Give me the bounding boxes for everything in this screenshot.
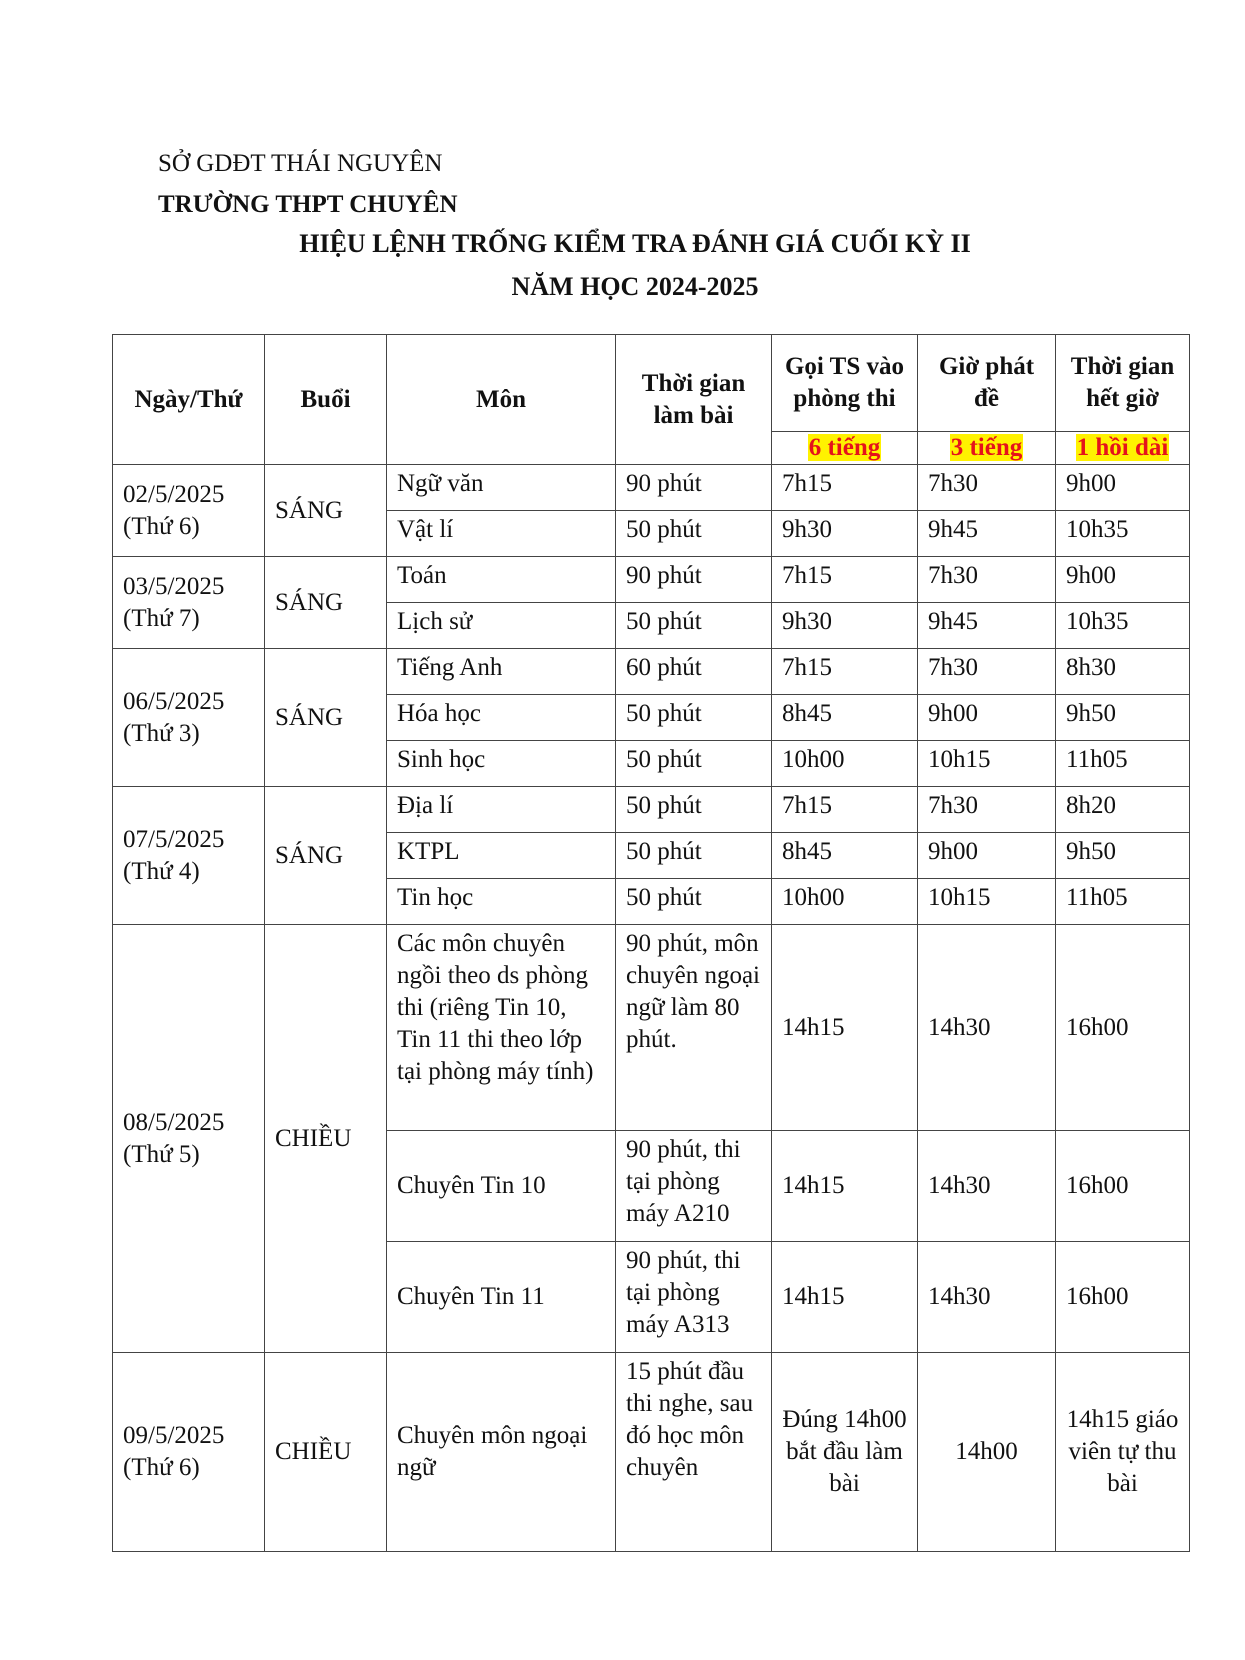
date-cell bbox=[113, 925, 265, 1353]
subject-cell: Chuyên môn ngoại ngữ bbox=[387, 1353, 616, 1552]
hand-out-time-cell: 10h15 bbox=[918, 741, 1056, 787]
end-time-cell: 9h50 bbox=[1056, 695, 1190, 741]
subject-cell: KTPL bbox=[387, 833, 616, 879]
date-cell bbox=[113, 787, 265, 925]
end-time-cell: 11h05 bbox=[1056, 741, 1190, 787]
call-time-cell: 7h15 bbox=[772, 787, 918, 833]
subject-cell: Các môn chuyên ngồi theo ds phòng thi (riêng Tin 10, Tin 11 thi theo lớp tại phòng máy tính) bbox=[387, 925, 616, 1131]
end-time-cell: 14h15 giáo viên tự thu bài bbox=[1056, 1353, 1190, 1552]
department-name: SỞ GDĐT THÁI NGUYÊN bbox=[158, 150, 443, 177]
col-header-duration: Thời gian làm bài bbox=[616, 335, 772, 465]
end-time-cell: 8h30 bbox=[1056, 649, 1190, 695]
drum-signal-end bbox=[1056, 432, 1190, 465]
date-text: 03/5/2025 bbox=[123, 572, 225, 600]
duration-cell: 90 phút, môn chuyên ngoại ngữ làm 80 phút. bbox=[616, 925, 772, 1131]
duration-cell: 50 phút bbox=[616, 741, 772, 787]
col-header-session: Buổi bbox=[265, 335, 387, 465]
duration-cell: 50 phút bbox=[616, 787, 772, 833]
subject-cell: Ngữ văn bbox=[387, 465, 616, 511]
end-time-cell: 16h00 bbox=[1056, 925, 1190, 1131]
hand-out-time-cell: 9h00 bbox=[918, 833, 1056, 879]
hand-out-time-cell: 9h45 bbox=[918, 603, 1056, 649]
hand-out-time-cell: 14h30 bbox=[918, 925, 1056, 1131]
signal-label: 1 hồi dài bbox=[1076, 434, 1169, 461]
call-time-cell: 10h00 bbox=[772, 741, 918, 787]
date-text: 09/5/2025 bbox=[123, 1422, 225, 1449]
school-name: TRƯỜNG THPT CHUYÊN bbox=[158, 191, 458, 218]
date-text: 07/5/2025 bbox=[123, 825, 225, 853]
col-header-hand-out: Giờ phát đề bbox=[918, 335, 1056, 432]
document-title: HIỆU LỆNH TRỐNG KIỂM TRA ĐÁNH GIÁ CUỐI KỲ II bbox=[299, 229, 971, 258]
call-time-cell: 14h15 bbox=[772, 1242, 918, 1353]
session-cell: SÁNG bbox=[265, 649, 387, 787]
call-time-cell: 9h30 bbox=[772, 511, 918, 557]
date-cell bbox=[113, 649, 265, 787]
end-time-cell: 8h20 bbox=[1056, 787, 1190, 833]
exam-schedule-table bbox=[112, 334, 1190, 1552]
subject-cell: Địa lí bbox=[387, 787, 616, 833]
duration-cell: 50 phút bbox=[616, 603, 772, 649]
end-time-cell: 9h00 bbox=[1056, 557, 1190, 603]
end-time-cell: 16h00 bbox=[1056, 1131, 1190, 1242]
call-time-cell: 8h45 bbox=[772, 695, 918, 741]
hand-out-time-cell: 14h30 bbox=[918, 1131, 1056, 1242]
call-time-cell: 9h30 bbox=[772, 603, 918, 649]
hand-out-time-cell: 7h30 bbox=[918, 465, 1056, 511]
session-cell: SÁNG bbox=[265, 557, 387, 649]
drum-signal-call bbox=[772, 432, 918, 465]
duration-cell: 90 phút, thi tại phòng máy A313 bbox=[616, 1242, 772, 1353]
end-time-cell: 9h00 bbox=[1056, 465, 1190, 511]
end-time-cell: 10h35 bbox=[1056, 511, 1190, 557]
session-cell: CHIỀU bbox=[265, 925, 387, 1353]
hand-out-time-cell: 10h15 bbox=[918, 879, 1056, 925]
subject-cell: Hóa học bbox=[387, 695, 616, 741]
duration-cell: 60 phút bbox=[616, 649, 772, 695]
col-header-call: Gọi TS vào phòng thi bbox=[772, 335, 918, 432]
col-header-end: Thời gian hết giờ bbox=[1056, 335, 1190, 432]
call-time-cell: Đúng 14h00 bắt đầu làm bài bbox=[772, 1353, 918, 1552]
end-time-cell: 16h00 bbox=[1056, 1242, 1190, 1353]
weekday-text: (Thứ 3) bbox=[123, 719, 200, 747]
signal-label: 6 tiếng bbox=[808, 434, 881, 461]
call-time-cell: 10h00 bbox=[772, 879, 918, 925]
subject-cell: Lịch sử bbox=[387, 603, 616, 649]
end-time-cell: 11h05 bbox=[1056, 879, 1190, 925]
duration-cell: 50 phút bbox=[616, 879, 772, 925]
subject-cell: Chuyên Tin 11 bbox=[387, 1242, 616, 1353]
drum-signal-hand-out bbox=[918, 432, 1056, 465]
weekday-text: (Thứ 4) bbox=[123, 857, 200, 885]
hand-out-time-cell: 14h00 bbox=[918, 1353, 1056, 1552]
duration-cell: 50 phút bbox=[616, 833, 772, 879]
session-cell: CHIỀU bbox=[265, 1353, 387, 1552]
date-cell bbox=[113, 465, 265, 557]
end-time-cell: 10h35 bbox=[1056, 603, 1190, 649]
call-time-cell: 14h15 bbox=[772, 925, 918, 1131]
call-time-cell: 7h15 bbox=[772, 465, 918, 511]
col-header-subject: Môn bbox=[387, 335, 616, 465]
date-text: 06/5/2025 bbox=[123, 687, 225, 715]
subject-cell: Sinh học bbox=[387, 741, 616, 787]
date-text: 02/5/2025 bbox=[123, 480, 225, 508]
weekday-text: (Thứ 6) bbox=[123, 1454, 200, 1481]
duration-cell: 90 phút bbox=[616, 465, 772, 511]
call-time-cell: 14h15 bbox=[772, 1131, 918, 1242]
col-header-date: Ngày/Thứ bbox=[113, 335, 265, 465]
duration-cell: 50 phút bbox=[616, 511, 772, 557]
hand-out-time-cell: 9h00 bbox=[918, 695, 1056, 741]
weekday-text: (Thứ 7) bbox=[123, 604, 200, 632]
subject-cell: Tiếng Anh bbox=[387, 649, 616, 695]
hand-out-time-cell: 14h30 bbox=[918, 1242, 1056, 1353]
hand-out-time-cell: 9h45 bbox=[918, 511, 1056, 557]
session-cell: SÁNG bbox=[265, 465, 387, 557]
duration-cell: 15 phút đầu thi nghe, sau đó học môn chuyên bbox=[616, 1353, 772, 1552]
session-cell: SÁNG bbox=[265, 787, 387, 925]
duration-cell: 50 phút bbox=[616, 695, 772, 741]
subject-cell: Tin học bbox=[387, 879, 616, 925]
school-year: NĂM HỌC 2024-2025 bbox=[511, 272, 759, 301]
hand-out-time-cell: 7h30 bbox=[918, 557, 1056, 603]
weekday-text: (Thứ 5) bbox=[123, 1140, 200, 1168]
weekday-text: (Thứ 6) bbox=[123, 512, 200, 540]
signal-label: 3 tiếng bbox=[950, 434, 1023, 461]
duration-cell: 90 phút, thi tại phòng máy A210 bbox=[616, 1131, 772, 1242]
call-time-cell: 7h15 bbox=[772, 557, 918, 603]
subject-cell: Chuyên Tin 10 bbox=[387, 1131, 616, 1242]
duration-cell: 90 phút bbox=[616, 557, 772, 603]
hand-out-time-cell: 7h30 bbox=[918, 787, 1056, 833]
call-time-cell: 7h15 bbox=[772, 649, 918, 695]
date-cell bbox=[113, 1353, 265, 1552]
subject-cell: Toán bbox=[387, 557, 616, 603]
date-text: 08/5/2025 bbox=[123, 1108, 225, 1136]
subject-cell: Vật lí bbox=[387, 511, 616, 557]
hand-out-time-cell: 7h30 bbox=[918, 649, 1056, 695]
date-cell bbox=[113, 557, 265, 649]
call-time-cell: 8h45 bbox=[772, 833, 918, 879]
end-time-cell: 9h50 bbox=[1056, 833, 1190, 879]
